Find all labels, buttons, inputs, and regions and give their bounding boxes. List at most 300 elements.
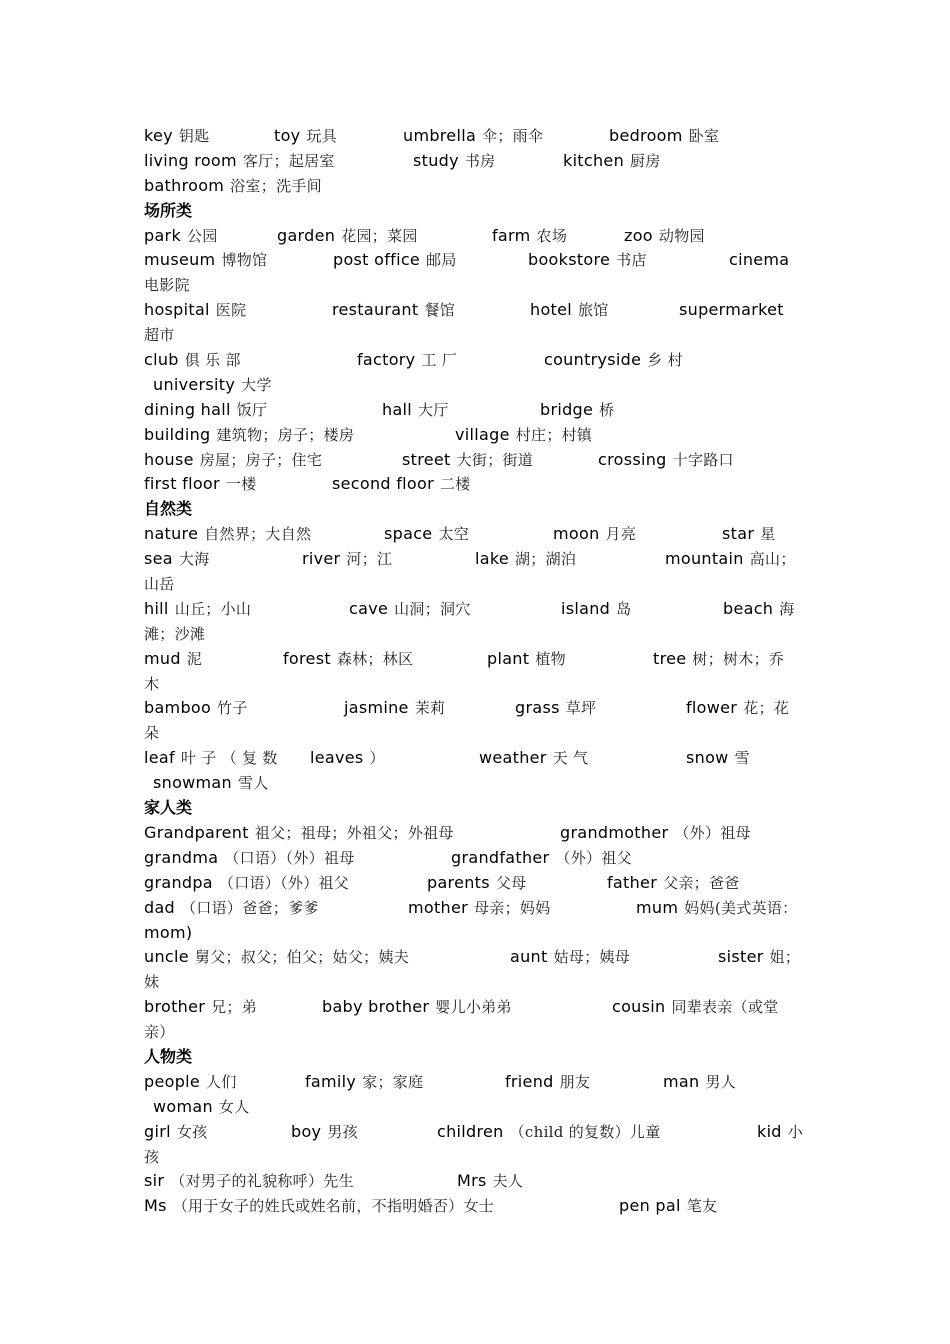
chinese-meaning: 笔友: [686, 1197, 718, 1216]
english-word: forest: [283, 648, 331, 668]
chinese-meaning: 卧室: [688, 127, 720, 145]
english-word: space: [384, 524, 433, 544]
english-word: kitchen: [563, 150, 625, 170]
english-word: Ms: [144, 1196, 167, 1216]
chinese-meaning: 俱 乐 部: [184, 351, 241, 370]
vocab-line: [144, 970, 814, 995]
vocab-entry: [402, 448, 533, 473]
vocab-entry: [510, 945, 630, 970]
chinese-meaning: 大学: [241, 375, 272, 394]
chinese-meaning: 动物园: [658, 226, 705, 245]
chinese-meaning: 兄；弟: [211, 998, 258, 1017]
vocab-entry: [144, 672, 159, 697]
vocab-entry: [144, 224, 218, 249]
vocab-entry: [384, 522, 469, 547]
chinese-meaning: 邮局: [426, 251, 457, 270]
english-word: farm: [492, 225, 531, 245]
vocab-line: [144, 945, 814, 970]
chinese-meaning: 农场: [536, 226, 568, 245]
vocab-entry: [310, 746, 385, 771]
chinese-meaning: 厨房: [630, 151, 661, 170]
english-word: grandmother: [560, 822, 669, 842]
chinese-meaning: 舅父；叔父；伯父；姑父；姨夫: [194, 948, 410, 967]
english-word: flower: [686, 698, 738, 718]
chinese-meaning: 婴儿小弟弟: [435, 998, 512, 1017]
chinese-meaning: ）: [369, 749, 385, 768]
vocab-entry: [540, 398, 614, 423]
english-word: people: [144, 1071, 201, 1091]
vocab-entry: [144, 572, 175, 597]
vocab-entry: [322, 995, 512, 1020]
english-word: girl: [144, 1121, 171, 1141]
chinese-meaning: 医院: [215, 301, 247, 320]
vocab-entry: [144, 149, 335, 174]
vocab-entry: [729, 248, 795, 273]
english-word: countryside: [544, 350, 642, 370]
english-word: children: [437, 1121, 504, 1141]
chinese-meaning: 亲）: [144, 1023, 175, 1042]
english-word: plant: [487, 648, 530, 668]
chinese-meaning: （口语）爸爸；爹爹: [181, 898, 319, 917]
vocab-entry: [144, 298, 246, 323]
english-word: kid: [757, 1121, 782, 1141]
vocab-entry: [144, 1194, 494, 1219]
vocab-entry: [144, 398, 267, 423]
chinese-meaning: 书店: [616, 251, 647, 270]
vocab-line: [144, 1020, 814, 1045]
vocab-entry: [653, 647, 784, 672]
vocab-entry: [144, 273, 190, 298]
vocab-line: [144, 224, 814, 249]
chinese-meaning: 孩: [144, 1147, 160, 1166]
vocab-entry: [144, 448, 322, 473]
english-word: parents: [427, 872, 490, 892]
english-word: river: [302, 549, 341, 569]
chinese-meaning: 建筑物；房子；楼房: [216, 425, 355, 444]
english-word: jasmine: [344, 698, 409, 718]
english-word: cinema: [729, 250, 790, 270]
english-word: snow: [686, 748, 729, 768]
chinese-meaning: 山洞；洞穴: [394, 599, 471, 618]
english-word: pen pal: [619, 1196, 681, 1216]
english-word: father: [607, 872, 658, 892]
vocab-line: [144, 348, 814, 373]
vocab-entry: [718, 945, 800, 970]
vocab-entry: [283, 647, 413, 672]
vocab-line: [144, 746, 814, 771]
chinese-meaning: 大海: [178, 550, 210, 569]
vocab-entry: [144, 174, 322, 199]
english-word: aunt: [510, 947, 548, 967]
vocab-entry: [144, 721, 159, 746]
vocab-line: [144, 1169, 814, 1194]
chinese-meaning: 餐馆: [424, 301, 456, 320]
english-word: building: [144, 424, 211, 444]
vocab-line: [144, 373, 814, 398]
english-word: zoo: [624, 225, 653, 245]
chinese-meaning: 超市: [144, 326, 175, 345]
chinese-meaning: 山岳: [144, 575, 175, 594]
chinese-meaning: 雪人: [237, 774, 269, 793]
chinese-meaning: 植物: [535, 649, 566, 668]
vocab-entry: [291, 1120, 358, 1145]
chinese-meaning: 花园；菜园: [341, 226, 418, 245]
vocab-line: [144, 995, 814, 1020]
chinese-meaning: 男孩: [327, 1122, 358, 1141]
category-heading: 家人类: [144, 798, 193, 818]
vocab-entry: [144, 423, 354, 448]
chinese-meaning: 森林；林区: [336, 649, 414, 668]
chinese-meaning: 泥: [186, 649, 203, 668]
vocab-entry: [144, 896, 319, 921]
chinese-meaning: 湖；湖泊: [515, 550, 577, 569]
chinese-meaning: 高山；: [749, 550, 796, 569]
chinese-meaning: 星: [760, 525, 776, 544]
chinese-meaning: 花；花: [743, 699, 790, 718]
chinese-meaning: 十字路口: [672, 450, 734, 469]
chinese-meaning: 小: [787, 1122, 804, 1141]
chinese-meaning: 夫人: [492, 1172, 524, 1191]
chinese-meaning: 树；树木；乔: [692, 649, 785, 668]
vocab-line: [144, 298, 814, 323]
english-word: nature: [144, 524, 199, 544]
vocab-line: [144, 921, 814, 946]
vocab-entry: [686, 746, 750, 771]
vocab-entry: [144, 871, 349, 896]
chinese-meaning: 乡 村: [647, 351, 683, 370]
english-word: grandma: [144, 847, 219, 867]
chinese-meaning: （用于女子的姓氏或姓名前，不指明婚否）女士: [172, 1197, 495, 1216]
chinese-meaning: 公园: [187, 226, 218, 245]
chinese-meaning: 叶 子 （ 复 数: [180, 749, 278, 768]
vocab-entry: [144, 970, 159, 995]
chinese-meaning: 天 气: [552, 749, 589, 768]
english-word: star: [722, 524, 755, 544]
chinese-meaning: 玩具: [306, 127, 338, 145]
chinese-meaning: 姐；: [769, 948, 801, 967]
vocab-entry: [144, 472, 257, 497]
vocab-line: [144, 448, 814, 473]
chinese-meaning: 女人: [218, 1097, 250, 1116]
english-word: living room: [144, 150, 237, 170]
vocab-entry: [144, 1020, 175, 1045]
english-word: mud: [144, 648, 181, 668]
english-word: family: [305, 1071, 357, 1091]
vocab-entry: [144, 746, 278, 771]
chinese-meaning: 书房: [464, 151, 496, 170]
chinese-meaning: 太空: [438, 525, 470, 544]
vocab-entry: [144, 348, 241, 373]
vocab-entry: [475, 547, 576, 572]
chinese-meaning: 钥匙: [178, 127, 210, 145]
chinese-meaning: 饭厅: [236, 400, 268, 419]
english-word: first floor: [144, 474, 220, 494]
english-word: key: [144, 126, 173, 145]
vocab-entry: [144, 1169, 354, 1194]
english-word: sea: [144, 549, 173, 569]
vocab-entry: [553, 522, 636, 547]
english-word: crossing: [598, 449, 667, 469]
english-word: hall: [382, 399, 413, 419]
vocab-entry: [144, 995, 257, 1020]
vocab-entry: [144, 1070, 237, 1095]
vocab-entry: [305, 1070, 423, 1095]
english-word: leaves: [310, 748, 364, 768]
english-word: club: [144, 350, 179, 370]
vocab-entry: [332, 298, 455, 323]
vocab-line: [144, 149, 814, 174]
vocab-line: [144, 124, 814, 149]
chinese-meaning: （外）祖父: [555, 848, 632, 867]
english-word: friend: [505, 1071, 554, 1091]
chinese-meaning: （外）祖母: [674, 823, 751, 842]
english-word: Grandparent: [144, 822, 249, 842]
vocab-line: [144, 672, 814, 697]
vocab-entry: [457, 1169, 523, 1194]
vocab-entry: [723, 597, 795, 622]
chinese-meaning: 祖父；祖母；外祖父；外祖母: [254, 823, 454, 842]
vocab-line: [144, 472, 814, 497]
vocab-line: [144, 896, 814, 921]
english-word: mom): [144, 922, 193, 942]
vocab-entry: [636, 896, 797, 921]
vocab-entry: [153, 1095, 250, 1120]
vocab-entry: [144, 647, 202, 672]
chinese-meaning: 浴室；洗手间: [230, 176, 322, 195]
vocab-entry: [505, 1070, 590, 1095]
english-word: mountain: [665, 549, 744, 569]
chinese-meaning: 妈妈(美式英语：: [684, 898, 798, 917]
english-word: uncle: [144, 947, 189, 967]
chinese-meaning: 朋友: [559, 1072, 591, 1091]
chinese-meaning: 伞；雨伞: [482, 127, 544, 145]
vocab-line: [144, 696, 814, 721]
vocab-line: [144, 721, 814, 746]
chinese-meaning: 大厅: [418, 400, 449, 419]
vocab-entry: [455, 423, 592, 448]
english-word: sister: [718, 947, 764, 967]
vocab-line: [144, 1095, 814, 1120]
english-word: toy: [274, 126, 301, 145]
english-word: lake: [475, 549, 509, 569]
chinese-meaning: 一楼: [225, 475, 257, 494]
vocab-entry: [144, 124, 210, 149]
english-word: bridge: [540, 399, 594, 419]
vocab-line: [144, 1145, 814, 1170]
vocab-line: [144, 423, 814, 448]
vocab-entry: [144, 522, 311, 547]
vocab-entry: [607, 871, 740, 896]
vocab-entry: [277, 224, 418, 249]
chinese-meaning: （对男子的礼貌称呼）先生: [170, 1172, 354, 1191]
vocab-entry: [144, 622, 205, 647]
vocab-entry: [403, 124, 543, 149]
english-word: umbrella: [403, 126, 477, 145]
chinese-meaning: 草坪: [565, 699, 597, 718]
vocab-entry: [544, 348, 683, 373]
vocab-entry: [609, 124, 719, 149]
vocab-entry: [663, 1070, 736, 1095]
english-word: Mrs: [457, 1171, 487, 1191]
vocab-entry: [144, 323, 175, 348]
vocab-entry: [612, 995, 779, 1020]
vocabulary-list: [144, 124, 814, 1219]
english-word: snowman: [153, 773, 232, 793]
chinese-meaning: 男人: [705, 1072, 737, 1091]
vocab-entry: [624, 224, 705, 249]
category-heading: 场所类: [144, 200, 193, 220]
chinese-meaning: 工 厂: [421, 351, 458, 370]
english-word: village: [455, 424, 510, 444]
english-word: second floor: [332, 474, 434, 494]
chinese-meaning: （child 的复数）儿童: [509, 1122, 661, 1141]
english-word: cousin: [612, 997, 666, 1017]
english-word: house: [144, 449, 194, 469]
english-word: factory: [357, 350, 416, 370]
english-word: man: [663, 1071, 700, 1091]
vocab-line: [144, 572, 814, 597]
vocab-entry: [528, 248, 647, 273]
english-word: hill: [144, 598, 169, 618]
english-word: woman: [153, 1096, 213, 1116]
category-heading: 自然类: [144, 499, 193, 519]
chinese-meaning: 月亮: [605, 525, 637, 544]
vocab-line: [144, 522, 814, 547]
chinese-meaning: 人们: [206, 1072, 237, 1091]
english-word: museum: [144, 250, 216, 270]
chinese-meaning: 河；江: [346, 550, 393, 569]
vocab-entry: [144, 945, 409, 970]
english-word: bathroom: [144, 175, 225, 195]
chinese-meaning: （口语）（外）祖母: [224, 848, 355, 867]
vocab-entry: [144, 597, 251, 622]
english-word: dining hall: [144, 399, 231, 419]
chinese-meaning: 二楼: [439, 475, 471, 494]
vocab-line: [144, 174, 814, 199]
vocab-entry: [619, 1194, 717, 1219]
vocab-entry: [344, 696, 445, 721]
vocab-entry: [274, 124, 337, 149]
english-word: moon: [553, 524, 600, 544]
english-word: street: [402, 449, 451, 469]
vocab-line: [144, 622, 814, 647]
chinese-meaning: 雪: [734, 749, 750, 768]
chinese-meaning: 竹子: [217, 699, 248, 718]
vocab-entry: [144, 921, 198, 946]
english-word: bookstore: [528, 250, 611, 270]
english-word: brother: [144, 997, 206, 1017]
english-word: sir: [144, 1171, 165, 1191]
english-word: bamboo: [144, 698, 212, 718]
vocab-line: [144, 647, 814, 672]
vocab-entry: [144, 696, 248, 721]
vocab-entry: [492, 224, 567, 249]
vocab-entry: [757, 1120, 803, 1145]
chinese-meaning: 父母: [495, 873, 527, 892]
vocab-entry: [153, 373, 272, 398]
vocab-entry: [153, 771, 269, 796]
vocab-line: [144, 398, 814, 423]
english-word: cave: [349, 598, 389, 618]
chinese-meaning: 父亲；爸爸: [663, 873, 740, 892]
chinese-meaning: 木: [144, 674, 160, 693]
vocab-line: [144, 323, 814, 348]
vocab-entry: [144, 1120, 207, 1145]
vocab-entry: [563, 149, 661, 174]
english-word: supermarket: [679, 300, 784, 320]
chinese-meaning: 大街；街道: [456, 450, 534, 469]
vocab-entry: [333, 248, 457, 273]
chinese-meaning: 女孩: [176, 1122, 208, 1141]
vocab-entry: [349, 597, 471, 622]
vocab-line: [144, 771, 814, 796]
english-word: bedroom: [609, 126, 683, 145]
vocab-entry: [144, 846, 355, 871]
chinese-meaning: 妹: [144, 973, 160, 992]
chinese-meaning: 滩；沙滩: [144, 624, 206, 643]
english-word: mother: [408, 897, 469, 917]
vocab-entry: [561, 597, 631, 622]
vocab-line: [144, 597, 814, 622]
vocab-entry: [722, 522, 776, 547]
english-word: garden: [277, 225, 336, 245]
chinese-meaning: 同辈表亲（或堂: [671, 998, 779, 1017]
vocab-entry: [302, 547, 392, 572]
chinese-meaning: 客厅；起居室: [242, 151, 335, 170]
vocab-line: [144, 846, 814, 871]
english-word: hospital: [144, 300, 210, 320]
chinese-meaning: 村庄；村镇: [515, 425, 593, 444]
vocab-entry: [665, 547, 796, 572]
vocab-line: [144, 1194, 814, 1219]
vocab-entry: [144, 821, 454, 846]
chinese-meaning: 博物馆: [221, 251, 268, 270]
vocab-entry: [357, 348, 457, 373]
vocab-line: [144, 1120, 814, 1145]
vocab-entry: [451, 846, 632, 871]
vocab-line: [144, 547, 814, 572]
chinese-meaning: 母亲；妈妈: [474, 898, 551, 917]
vocab-line: [144, 248, 814, 273]
chinese-meaning: 姑母；姨母: [553, 948, 631, 967]
english-word: study: [413, 150, 459, 170]
chinese-meaning: 自然界；大自然: [204, 525, 312, 544]
english-word: university: [153, 374, 236, 394]
vocab-entry: [427, 871, 527, 896]
english-word: mum: [636, 897, 679, 917]
vocab-entry: [679, 298, 790, 323]
english-word: restaurant: [332, 300, 419, 320]
english-word: boy: [291, 1121, 322, 1141]
english-word: tree: [653, 648, 687, 668]
english-word: post office: [333, 250, 421, 270]
chinese-meaning: 电影院: [144, 276, 190, 295]
vocab-entry: [144, 1145, 159, 1170]
english-word: grass: [515, 698, 560, 718]
vocab-entry: [598, 448, 734, 473]
vocab-line: [144, 1070, 814, 1095]
vocab-entry: [487, 647, 566, 672]
english-word: hotel: [530, 300, 572, 320]
vocab-entry: [479, 746, 588, 771]
english-word: baby brother: [322, 997, 430, 1017]
chinese-meaning: 房屋；房子；住宅: [199, 450, 323, 469]
vocab-entry: [530, 298, 609, 323]
english-word: beach: [723, 598, 774, 618]
vocab-entry: [144, 547, 210, 572]
chinese-meaning: 山丘；小山: [174, 599, 252, 618]
vocab-entry: [332, 472, 471, 497]
